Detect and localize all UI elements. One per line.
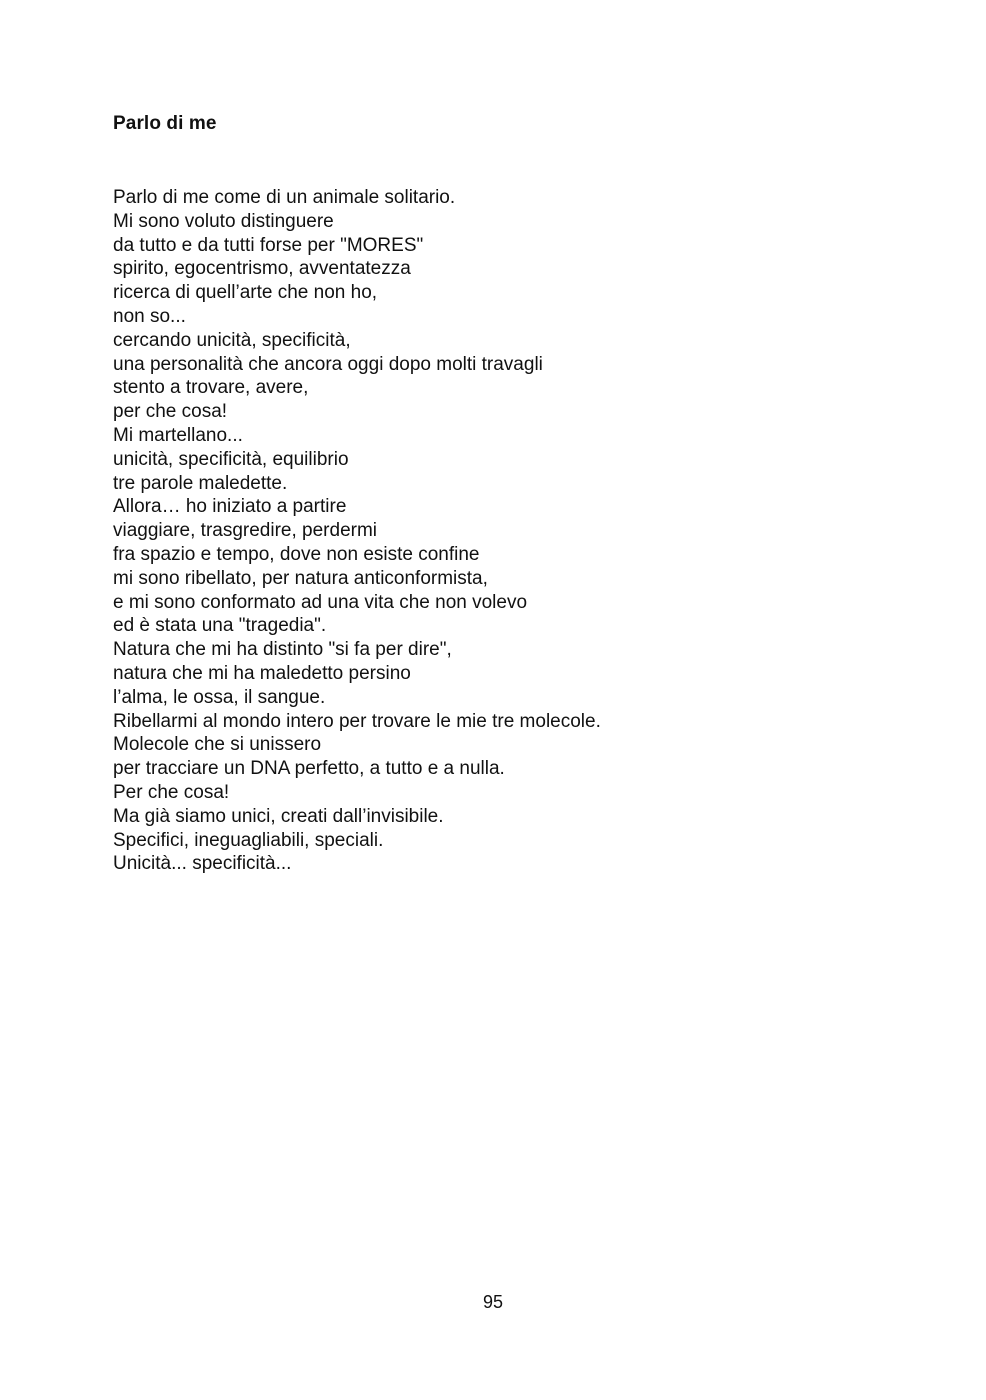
poem-line: da tutto e da tutti forse per "MORES"	[113, 234, 424, 256]
poem-line: Unicità... specificità...	[113, 853, 292, 875]
poem-line: non so...	[113, 305, 186, 327]
poem-line: natura che mi ha maledetto persino	[113, 662, 411, 684]
poem-line: stento a trovare, avere,	[113, 377, 309, 399]
poem-line: Ribellarmi al mondo intero per trovare le mie tre molecole.	[113, 710, 601, 732]
poem-line: Molecole che si unissero	[113, 734, 322, 756]
poem-line: Ma già siamo unici, creati dall’invisibile.	[113, 805, 444, 827]
poem-line: Specifici, ineguagliabili, speciali.	[113, 829, 384, 851]
poem-line: unicità, specificità, equilibrio	[113, 448, 349, 470]
poem-line: ricerca di quell’arte che non ho,	[113, 282, 378, 304]
poem-line: Parlo di me come di un animale solitario.	[113, 187, 456, 208]
poem-line: una personalità che ancora oggi dopo molti travagli	[113, 353, 543, 375]
poem-line: fra spazio e tempo, dove non esiste confine	[113, 543, 480, 565]
poem-line: Natura che mi ha distinto "si fa per dire",	[113, 639, 452, 661]
poem-line: spirito, egocentrismo, avventatezza	[113, 258, 411, 280]
poem-line: e mi sono conformato ad una vita che non volevo	[113, 591, 528, 613]
poem-title: Parlo di me	[113, 113, 217, 134]
poem-body	[113, 186, 601, 876]
poem-line: per tracciare un DNA perfetto, a tutto e a nulla.	[113, 758, 505, 780]
poem-line: viaggiare, trasgredire, perdermi	[113, 520, 378, 542]
poem-line: l’alma, le ossa, il sangue.	[113, 686, 326, 708]
poem-line: cercando unicità, specificità,	[113, 329, 351, 351]
poem-line: per che cosa!	[113, 401, 228, 423]
poem-line: mi sono ribellato, per natura anticonformista,	[113, 567, 488, 589]
poem-line: Per che cosa!	[113, 781, 230, 803]
poem-line: ed è stata una "tragedia".	[113, 615, 327, 637]
poem-line: Allora… ho iniziato a partire	[113, 496, 347, 518]
poem-line: Mi sono voluto distinguere	[113, 210, 334, 232]
poem-line: Mi martellano...	[113, 424, 243, 446]
page-number: 95	[482, 1292, 504, 1312]
poem-line: tre parole maledette.	[113, 472, 288, 494]
